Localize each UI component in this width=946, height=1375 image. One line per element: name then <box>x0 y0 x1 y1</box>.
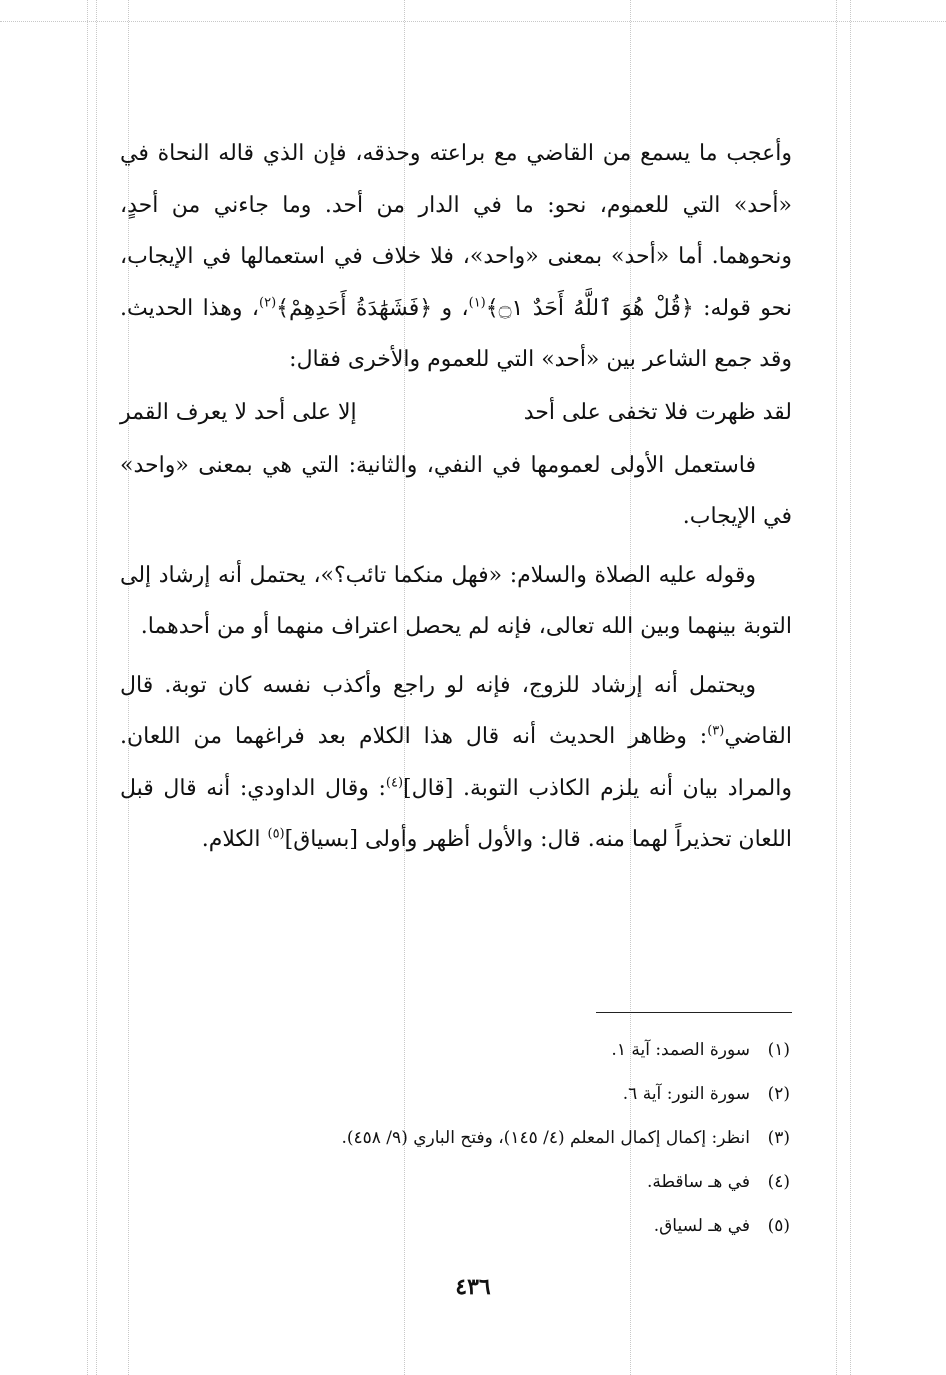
footnote-separator <box>596 1012 792 1013</box>
footnote-ref-4[interactable]: (٤) <box>385 775 404 791</box>
footnote-item <box>150 1160 790 1204</box>
scan-guide-line <box>836 0 837 1375</box>
paragraph-4-text-d: الكلام. <box>201 827 268 852</box>
footnote-ref-1[interactable]: (١) <box>468 295 486 311</box>
footnote-number: (٤) <box>767 1172 790 1192</box>
paragraph-4-text-a: ويحتمل أنه إرشاد للزوج، فإنه لو راجع وأكذب نفسه كان توبة. قال القاضي <box>120 672 792 749</box>
quran-quote-2: ﴿فَشَهَٰدَةُ أَحَدِهِمْ﴾ <box>276 295 433 321</box>
paragraph-2: فاستعمل الأولى لعمومها في النفي، والثانية: التي هي بمعنى «واحد» في الإيجاب. <box>120 452 792 529</box>
footnote-text: انظر: إكمال إكمال المعلم (٤/ ١٤٥)، وفتح الباري (٩/ ٤٥٨). <box>341 1128 750 1148</box>
footnote-ref-3[interactable]: (٣) <box>707 723 725 739</box>
scan-guide-line <box>0 21 946 22</box>
paragraph-1-text-a: وأعجب ما يسمع من القاضي مع براعته وحذقه، فإن الذي قاله النحاة في «أحد» التي للعموم، نحو: ما في الدار من أحد. وما جاءني من أحدٍ، ونحوهما. أما «أحد» بمعنى «واحد»، فلا خلاف في استعمالها في الإيجاب، نحو قوله: <box>120 141 792 321</box>
footnote-item <box>150 1072 790 1116</box>
footnote-ref-2[interactable]: (٢) <box>259 295 277 311</box>
footnote-number: (٢) <box>767 1084 790 1104</box>
paragraph-4-text-b: : وظاهر الحديث أنه قال هذا الكلام بعد فراغهما من اللعان. والمراد بيان أنه يلزم الكاذب التوبة. [قال] <box>120 724 792 801</box>
verse-second-hemistich: إلا على أحد لا يعرف القمر <box>120 399 357 425</box>
footnote-text: في هـ لسياق. <box>653 1216 750 1236</box>
footnotes <box>150 1028 790 1248</box>
footnote-text: سورة النور: آية ٦. <box>622 1084 750 1104</box>
footnote-number: (٣) <box>767 1128 790 1148</box>
poetry-verse <box>120 386 792 440</box>
paragraph-1-text-b: ، و <box>432 295 469 321</box>
paragraph-4 <box>120 660 792 866</box>
main-text <box>120 128 792 866</box>
paragraph-1 <box>120 128 792 386</box>
page-number: ٤٣٦ <box>455 1274 491 1300</box>
quran-quote-1: ﴿قُلْ هُوَ ٱللَّهُ أَحَدٌ ۝١﴾ <box>485 295 694 321</box>
scan-guide-line <box>850 0 851 1375</box>
footnote-item <box>150 1028 790 1072</box>
paragraph-4-text-c: : وقال الداودي: أنه قال قبل اللعان تحذيراً لهما منه. قال: والأول أظهر وأولى [بسياق] <box>120 775 792 852</box>
footnote-item <box>150 1204 790 1248</box>
footnote-ref-5[interactable]: (٥) <box>267 826 285 842</box>
scan-guide-line <box>96 0 97 1375</box>
footnote-number: (٥) <box>767 1216 790 1236</box>
footnote-text: سورة الصمد: آية ١. <box>611 1040 750 1060</box>
paragraph-1-text-c: ، وهذا الحديث. وقد جمع الشاعر بين «أحد» التي للعموم والأخرى فقال: <box>120 295 792 372</box>
footnote-number: (١) <box>767 1040 790 1060</box>
paragraph-3: وقوله عليه الصلاة والسلام: «فهل منكما تائب؟»، يحتمل أنه إرشاد إلى التوبة بينهما وبين الله تعالى، فإنه لم يحصل اعتراف منهما أو من أحدهما. <box>120 562 792 639</box>
scan-guide-line <box>87 0 88 1375</box>
footnote-text: في هـ ساقطة. <box>646 1172 750 1192</box>
verse-first-hemistich: لقد ظهرت فلا تخفى على أحد <box>523 399 792 425</box>
footnote-item <box>150 1116 790 1160</box>
